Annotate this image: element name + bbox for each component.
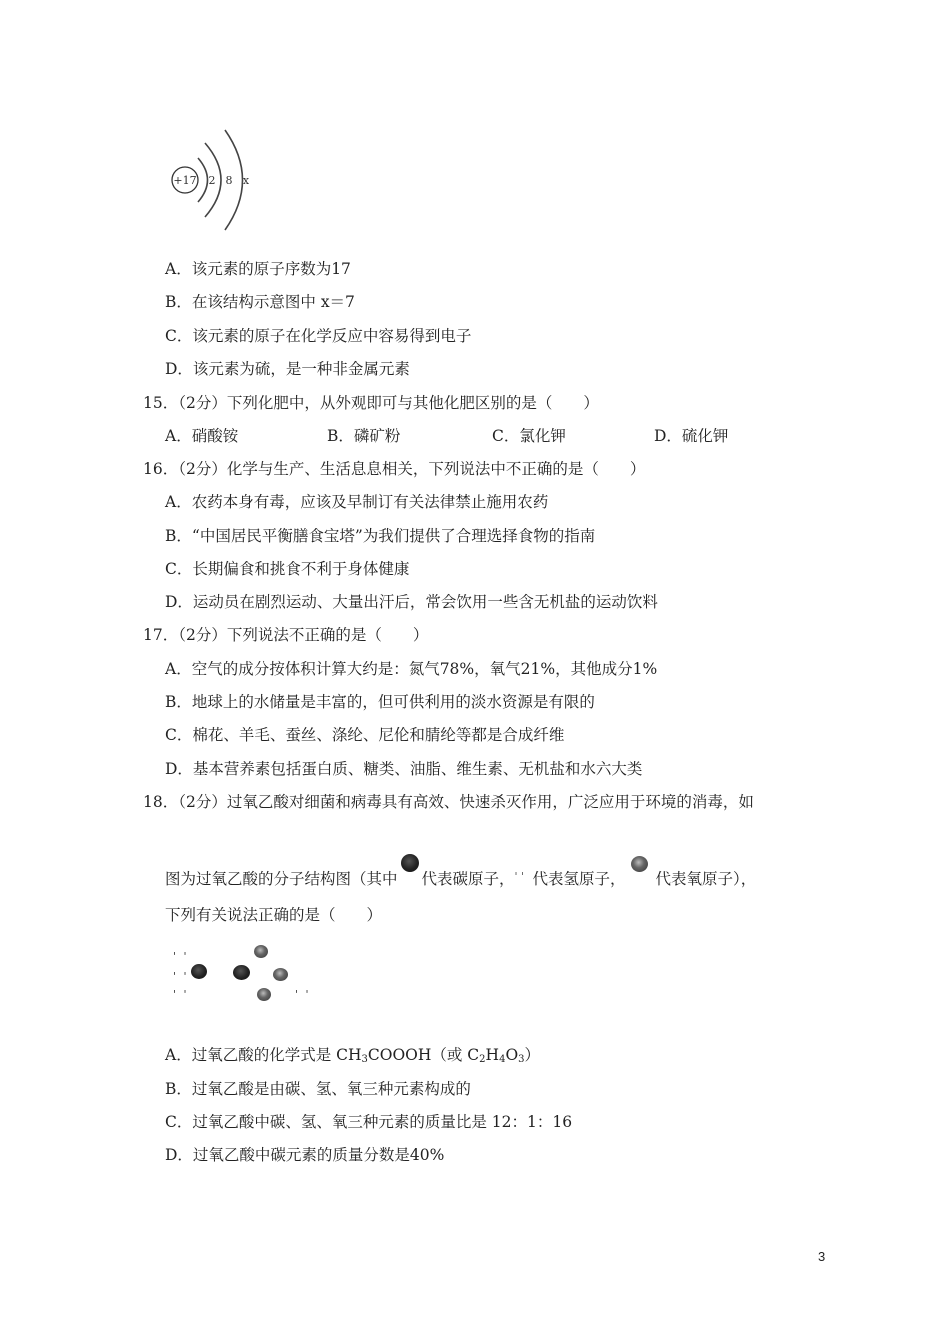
q15-stem: 15．（2分）下列化肥中，从外观即可与其他化肥区别的是（ ） [143,394,599,412]
q17-option-c: C．棉花、羊毛、蚕丝、涤纶、尼伦和腈纶等都是合成纤维 [165,726,565,744]
oxygen-atom-icon [273,968,288,981]
q17-option-d: D．基本营养素包括蛋白质、糖类、油脂、维生素、无机盐和水六大类 [165,760,643,778]
q17-stem: 17．（2分）下列说法不正确的是（ ） [143,626,429,644]
q18-line2-part-c: 代表氢原子， [532,870,626,888]
q14-option-c: C．该元素的原子在化学反应中容易得到电子 [165,327,472,345]
shell1-count: 2 [208,174,216,187]
q14-option-b: B．在该结构示意图中 x＝7 [165,293,355,311]
q18-line2 [165,864,756,889]
subscript: 2 [479,1054,486,1065]
q18-line2-part-b: 代表碳原子， [421,870,515,888]
q16-option-a: A．农药本身有毒，应该及早制订有关法律禁止施用农药 [165,493,549,511]
q18-option-a-text: A．过氧乙酸的化学式是 CH [165,1046,362,1064]
peracetic-acid-molecule-diagram [165,940,315,1005]
electron-shell-1 [198,158,208,202]
q15-option-d: D．硫化钾 [654,427,729,445]
q18-line2-part-d: 代表氧原子）， [655,870,757,888]
q18-option-a-text: O [505,1046,519,1064]
hydrogen-atom-icon: ' ' [295,988,311,1001]
q18-line2-part-a: 图为过氧乙酸的分子结构图（其中 [165,870,398,888]
carbon-atom-icon [233,965,250,980]
oxygen-atom-legend-icon [626,864,656,886]
page-number: 3 [818,1249,826,1264]
q18-option-c: C．过氧乙酸中碳、氢、氧三种元素的质量比是 12：1：16 [165,1113,573,1131]
nucleus-charge: +17 [173,174,197,187]
q16-option-d: D．运动员在剧烈运动、大量出汗后，常会饮用一些含无机盐的运动饮料 [165,593,658,611]
hydrogen-atom-icon: ' ' [173,970,189,983]
q15-option-c: C．氯化钾 [492,427,566,445]
q15-option-b: B．磷矿粉 [327,427,401,445]
q15-option-a: A．硝酸铵 [165,427,239,445]
hydrogen-atom-icon: ' ' [173,988,189,1001]
q18-line3: 下列有关说法正确的是（ ） [165,906,383,924]
carbon-atom-legend-icon [398,864,422,886]
subscript: 3 [361,1054,368,1065]
oxygen-atom-icon [254,945,268,958]
subscript: 4 [499,1054,506,1065]
q17-option-b: B．地球上的水储量是丰富的，但可供利用的淡水资源是有限的 [165,693,595,711]
shell3-count: x [242,174,250,187]
q14-option-d: D．该元素为硫，是一种非金属元素 [165,360,410,378]
subscript: 3 [518,1054,525,1065]
q18-option-d: D．过氧乙酸中碳元素的质量分数是40% [165,1146,445,1164]
hydrogen-atom-icon: ' ' [173,950,189,963]
q18-stem: 18．（2分）过氧乙酸对细菌和病毒具有高效、快速杀灭作用，广泛应用于环境的消毒，如 [143,793,754,811]
carbon-atom-icon [191,964,207,979]
atom-structure-diagram [165,125,275,235]
q18-option-b: B．过氧乙酸是由碳、氢、氧三种元素构成的 [165,1080,471,1098]
q18-option-a-text: ） [524,1046,541,1064]
shell2-count: 8 [225,174,233,187]
q16-option-b: B．“中国居民平衡膳食宝塔”为我们提供了合理选择食物的指南 [165,527,596,545]
q16-option-c: C．长期偏食和挑食不利于身体健康 [165,560,410,578]
q18-option-a [165,1045,540,1070]
q16-stem: 16．（2分）化学与生产、生活息息相关，下列说法中不正确的是（ ） [143,460,646,478]
hydrogen-atom-legend-icon: ' ' [514,870,525,883]
q14-option-a: A．该元素的原子序数为17 [165,260,351,278]
q18-option-a-text: COOOH（或 C [367,1046,480,1064]
q18-option-a-text: H [485,1046,500,1064]
oxygen-atom-icon [257,988,271,1001]
q17-option-a: A．空气的成分按体积计算大约是：氮气78%，氧气21%，其他成分1% [165,660,658,678]
